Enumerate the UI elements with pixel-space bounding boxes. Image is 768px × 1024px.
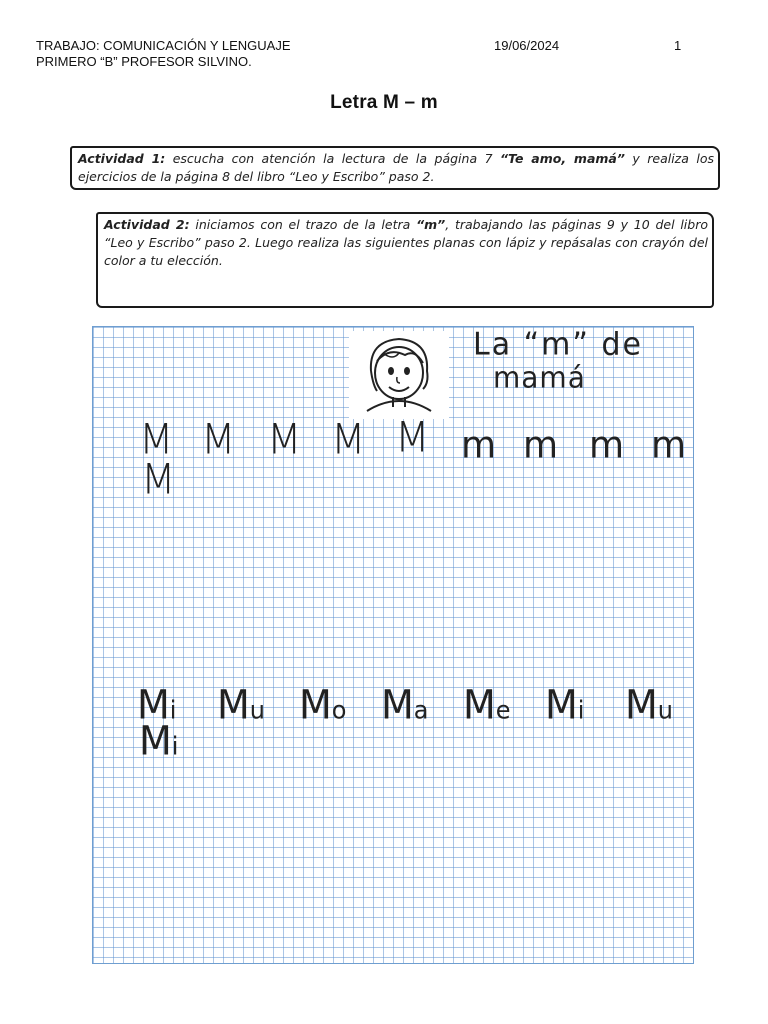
girl-face-icon <box>349 331 449 419</box>
syllable-vowel: i <box>577 695 585 725</box>
activity-1-body-start: escucha con atención la lectura de la página 7 <box>165 151 500 166</box>
syllable-capital: M <box>463 681 496 729</box>
syllable-row1-item <box>217 682 265 728</box>
syllable-capital: M <box>381 681 414 729</box>
syllable-capital: M <box>545 681 578 729</box>
syllable-capital: M <box>137 681 170 729</box>
letter-row1-item: M <box>331 415 366 465</box>
activity-1-quote: “Te amo, mamá” <box>500 151 625 166</box>
syllable-row1-item <box>545 682 584 728</box>
syllable-capital: M <box>217 681 250 729</box>
letter-row1-item: M <box>267 415 302 465</box>
header-date: 19/06/2024 <box>494 38 560 53</box>
activity-2-quote: “m” <box>416 217 446 232</box>
grid-worksheet <box>92 326 694 964</box>
syllable-vowel: a <box>413 695 429 725</box>
syllable-row1-item <box>299 682 346 728</box>
syllable-vowel: u <box>657 695 674 725</box>
document-header <box>36 38 416 70</box>
activity-2-box <box>96 212 714 308</box>
letter-row1-item: m <box>523 423 559 468</box>
syllable-vowel: o <box>331 695 347 725</box>
activity-1-body-end: y realiza los ejercicios de la página 8 del libro “Leo y Escribo” paso 2. <box>78 151 714 184</box>
activity-2-label: Actividad 2: <box>104 217 190 232</box>
syllable-capital: M <box>139 717 172 765</box>
worksheet-heading-line2: mamá <box>493 360 586 395</box>
syllable-vowel: e <box>495 695 511 725</box>
letter-row1-item: m <box>651 423 687 468</box>
worksheet-heading-line1: La “m” de <box>473 326 643 363</box>
syllable-vowel: i <box>169 695 177 725</box>
letter-row1-item: M <box>139 415 174 465</box>
header-line-grade: PRIMERO “B” PROFESOR SILVINO. <box>36 54 252 69</box>
letter-row1-item: M <box>201 415 236 465</box>
syllable-row1-item <box>463 682 511 728</box>
page-number: 1 <box>674 38 682 53</box>
page-title: Letra M – m <box>330 92 438 113</box>
activity-2-body-start: iniciamos con el trazo de la letra <box>189 217 417 232</box>
activity-2-text <box>104 216 708 270</box>
header-line-subject: TRABAJO: COMUNICACIÓN Y LENGUAJE <box>36 38 291 53</box>
activity-1-box <box>70 146 720 190</box>
syllable-row2-item <box>139 718 178 764</box>
activity-1-label: Actividad 1: <box>78 151 166 166</box>
activity-2-body-end: , trabajando las páginas 9 y 10 del libro “Leo y Escribo” paso 2. Luego realiza las siguientes planas con lápiz y repásalas con crayón del color a tu elección. <box>104 217 708 268</box>
letter-row1-item: M <box>395 413 430 463</box>
syllable-row1-item <box>381 682 429 728</box>
syllable-capital: M <box>625 681 658 729</box>
activity-1-text <box>78 150 714 186</box>
syllable-capital: M <box>299 681 332 729</box>
syllable-row1-item <box>625 682 673 728</box>
syllable-vowel: i <box>171 731 179 761</box>
letter-row1-item: m <box>589 423 625 468</box>
letter-row2-item: M <box>141 455 176 505</box>
syllable-vowel: u <box>249 695 266 725</box>
letter-row1-item: m <box>461 423 497 468</box>
girl-face-illustration <box>349 331 449 419</box>
